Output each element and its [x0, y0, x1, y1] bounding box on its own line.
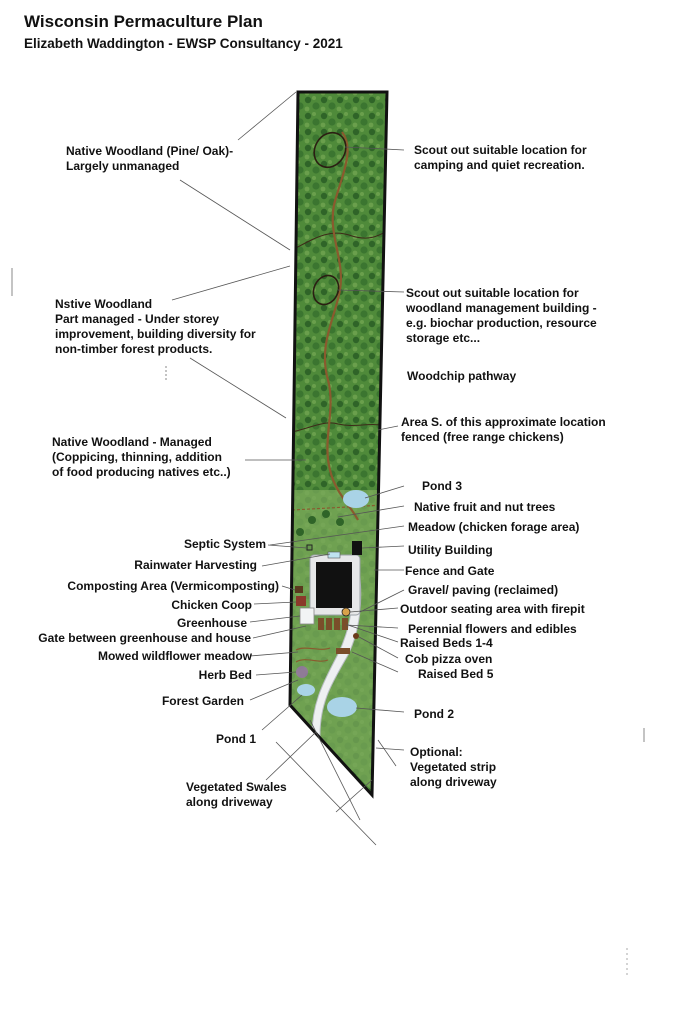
label-raised-bed-5: Raised Bed 5 — [418, 667, 494, 681]
composting-area — [295, 586, 303, 593]
pond-2 — [327, 697, 357, 717]
raised-bed-5 — [336, 648, 350, 654]
label-pond-3: Pond 3 — [422, 479, 463, 493]
map-title: Wisconsin Permaculture Plan — [24, 12, 263, 31]
label-pond-2: Pond 2 — [414, 707, 455, 721]
label-composting-area: Composting Area (Vermicomposting) — [67, 579, 279, 593]
label-herb-bed: Herb Bed — [198, 668, 252, 682]
firepit — [342, 608, 350, 616]
label-cob-pizza-oven: Cob pizza oven — [405, 652, 493, 666]
label-gate-greenhouse-house: Gate between greenhouse and house — [38, 631, 251, 645]
greenhouse — [300, 608, 314, 624]
label-meadow-chicken: Meadow (chicken forage area) — [408, 520, 580, 534]
label-gravel-paving: Gravel/ paving (reclaimed) — [408, 583, 559, 597]
label-pond-1: Pond 1 — [216, 732, 257, 746]
label-native-fruit-nut: Native fruit and nut trees — [414, 500, 556, 514]
label-native-woodland-managed: Native Woodland - Managed (Coppicing, thinning, addition of food producing natives etc..) — [52, 435, 231, 479]
label-forest-garden: Forest Garden — [161, 694, 244, 708]
label-woodchip-pathway: Woodchip pathway — [407, 369, 517, 383]
label-camping-location: Scout out suitable location for camping and quiet recreation. — [414, 143, 587, 172]
label-septic-system: Septic System — [183, 537, 266, 551]
label-vegetated-swales: Vegetated Swales along driveway — [186, 780, 287, 809]
label-nstive-woodland-part-managed: Nstive Woodland Part managed - Under storey improvement, building diversity for non-timber forest products. — [55, 297, 256, 356]
rainwater-harvesting — [328, 552, 340, 558]
label-utility-building: Utility Building — [408, 543, 493, 557]
pond-1 — [297, 684, 315, 696]
herb-bed — [296, 666, 308, 678]
utility-building — [352, 541, 362, 555]
label-mowed-wildflower-meadow: Mowed wildflower meadow — [97, 649, 252, 663]
label-rainwater-harvesting: Rainwater Harvesting — [134, 558, 257, 572]
label-native-woodland-pine-oak: Native Woodland (Pine/ Oak)- Largely unmanaged — [66, 144, 234, 173]
cob-pizza-oven — [353, 633, 359, 639]
label-raised-beds-1-4: Raised Beds 1-4 — [400, 636, 493, 650]
chicken-coop — [296, 596, 306, 606]
label-perennial-flowers: Perennial flowers and edibles — [408, 622, 577, 636]
house — [316, 562, 352, 608]
label-chicken-coop: Chicken Coop — [171, 598, 252, 612]
property-plot — [288, 92, 387, 795]
label-area-fenced: Area S. of this approximate location fenced (free range chickens) — [401, 415, 606, 444]
label-optional-strip: Optional: Vegetated strip along driveway — [410, 745, 497, 789]
label-fence-gate: Fence and Gate — [405, 564, 495, 578]
label-outdoor-seating: Outdoor seating area with firepit — [400, 602, 585, 616]
label-woodland-building: Scout out suitable location for woodland management building - e.g. biochar production, resource storage etc... — [406, 286, 597, 345]
label-greenhouse: Greenhouse — [176, 616, 247, 630]
map-subtitle: Elizabeth Waddington - EWSP Consultancy - 2021 — [24, 36, 343, 51]
pond-3 — [343, 490, 369, 508]
